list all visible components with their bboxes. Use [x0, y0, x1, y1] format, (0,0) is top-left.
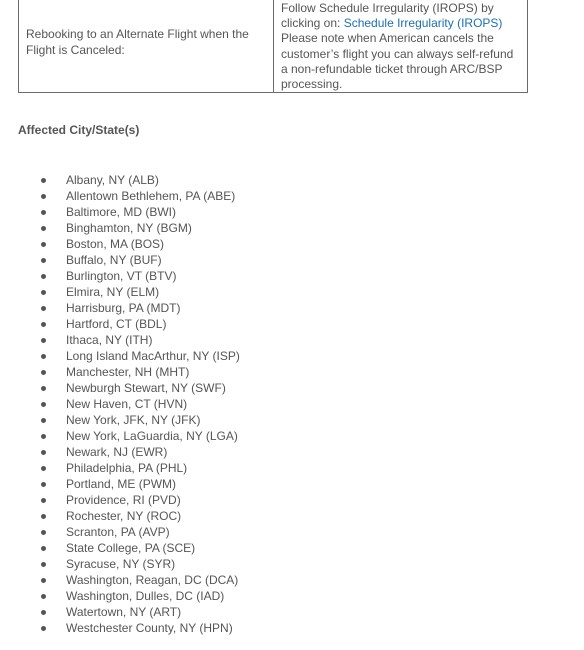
bullet-icon	[41, 402, 46, 407]
city-name: Newark, NJ (EWR)	[66, 445, 168, 459]
city-list-item	[0, 396, 240, 412]
city-name: Buffalo, NY (BUF)	[66, 253, 162, 267]
policy-detail-cell	[274, 0, 528, 93]
city-name: Manchester, NH (MHT)	[66, 365, 190, 379]
bullet-icon	[41, 466, 46, 471]
city-list-item	[0, 492, 240, 508]
bullet-icon	[41, 178, 46, 183]
irops-link[interactable]: Schedule Irregularity (IROPS)	[343, 16, 503, 31]
bullet-icon	[41, 338, 46, 343]
city-name: Hartford, CT (BDL)	[66, 317, 167, 331]
bullet-icon	[41, 274, 46, 279]
bullet-icon	[41, 306, 46, 311]
city-list-item	[0, 508, 240, 524]
city-list-item	[0, 204, 240, 220]
city-list-item	[0, 188, 240, 204]
city-list-item	[0, 540, 240, 556]
city-name: Binghamton, NY (BGM)	[66, 221, 192, 235]
affected-cities-list	[0, 172, 240, 636]
city-name: State College, PA (SCE)	[66, 541, 196, 555]
city-list-item	[0, 300, 240, 316]
bullet-icon	[41, 626, 46, 631]
city-name: Watertown, NY (ART)	[66, 605, 182, 619]
bullet-icon	[41, 194, 46, 199]
city-name: Elmira, NY (ELM)	[66, 285, 160, 299]
bullet-icon	[41, 210, 46, 215]
bullet-icon	[41, 418, 46, 423]
rebooking-policy-row	[19, 0, 528, 93]
city-list-item	[0, 332, 240, 348]
policy-label-cell	[19, 0, 274, 93]
city-list-item	[0, 460, 240, 476]
bullet-icon	[41, 226, 46, 231]
city-name: New Haven, CT (HVN)	[66, 397, 188, 411]
city-name: Newburgh Stewart, NY (SWF)	[66, 381, 226, 395]
city-name: Portland, ME (PWM)	[66, 477, 177, 491]
city-list-item	[0, 428, 240, 444]
city-list-item	[0, 220, 240, 236]
city-name: Syracuse, NY (SYR)	[66, 557, 176, 571]
bullet-icon	[41, 434, 46, 439]
policy-detail-note: Please note when American cancels the customer’s flight you can always self-refund a non-refundable ticket through ARC/BSP processing.	[281, 31, 514, 92]
city-list-item	[0, 252, 240, 268]
bullet-icon	[41, 386, 46, 391]
city-name: Boston, MA (BOS)	[66, 237, 165, 251]
city-name: Providence, RI (PVD)	[66, 493, 181, 507]
bullet-icon	[41, 290, 46, 295]
city-list-item	[0, 412, 240, 428]
city-list-item	[0, 572, 240, 588]
city-name: New York, JFK, NY (JFK)	[66, 413, 201, 427]
city-list-item	[0, 284, 240, 300]
city-name: Ithaca, NY (ITH)	[66, 333, 153, 347]
city-name: Washington, Reagan, DC (DCA)	[66, 573, 239, 587]
city-list-item	[0, 348, 240, 364]
city-name: Burlington, VT (BTV)	[66, 269, 177, 283]
bullet-icon	[41, 562, 46, 567]
city-name: Long Island MacArthur, NY (ISP)	[66, 349, 240, 363]
rebooking-policy-table	[18, 0, 528, 93]
city-name: Allentown Bethlehem, PA (ABE)	[66, 189, 236, 203]
bullet-icon	[41, 578, 46, 583]
city-list-item	[0, 364, 240, 380]
city-name: New York, LaGuardia, NY (LGA)	[66, 429, 238, 443]
city-list-item	[0, 588, 240, 604]
bullet-icon	[41, 450, 46, 455]
bullet-icon	[41, 258, 46, 263]
city-name: Rochester, NY (ROC)	[66, 509, 182, 523]
policy-detail-prefix: Follow Schedule Irregularity (IROPS) by clicking on:	[281, 1, 494, 31]
city-name: Washington, Dulles, DC (IAD)	[66, 589, 225, 603]
bullet-icon	[41, 514, 46, 519]
affected-cities-heading: Affected City/State(s)	[18, 123, 140, 137]
city-list-item	[0, 236, 240, 252]
city-list-item	[0, 444, 240, 460]
city-list-item	[0, 476, 240, 492]
city-list-item	[0, 316, 240, 332]
bullet-icon	[41, 610, 46, 615]
bullet-icon	[41, 482, 46, 487]
city-name: Scranton, PA (AVP)	[66, 525, 170, 539]
bullet-icon	[41, 322, 46, 327]
bullet-icon	[41, 242, 46, 247]
city-list-item	[0, 524, 240, 540]
bullet-icon	[41, 498, 46, 503]
city-list-item	[0, 556, 240, 572]
bullet-icon	[41, 530, 46, 535]
policy-label: Rebooking to an Alternate Flight when the Flight is Canceled:	[26, 27, 249, 57]
city-list-item	[0, 620, 240, 636]
city-list-item	[0, 380, 240, 396]
bullet-icon	[41, 594, 46, 599]
city-name: Harrisburg, PA (MDT)	[66, 301, 181, 315]
city-name: Baltimore, MD (BWI)	[66, 205, 177, 219]
bullet-icon	[41, 370, 46, 375]
city-list-item	[0, 268, 240, 284]
city-list-item	[0, 604, 240, 620]
bullet-icon	[41, 546, 46, 551]
city-name: Philadelphia, PA (PHL)	[66, 461, 188, 475]
city-name: Albany, NY (ALB)	[66, 173, 159, 187]
city-name: Westchester County, NY (HPN)	[66, 621, 233, 635]
bullet-icon	[41, 354, 46, 359]
city-list-item	[0, 172, 240, 188]
